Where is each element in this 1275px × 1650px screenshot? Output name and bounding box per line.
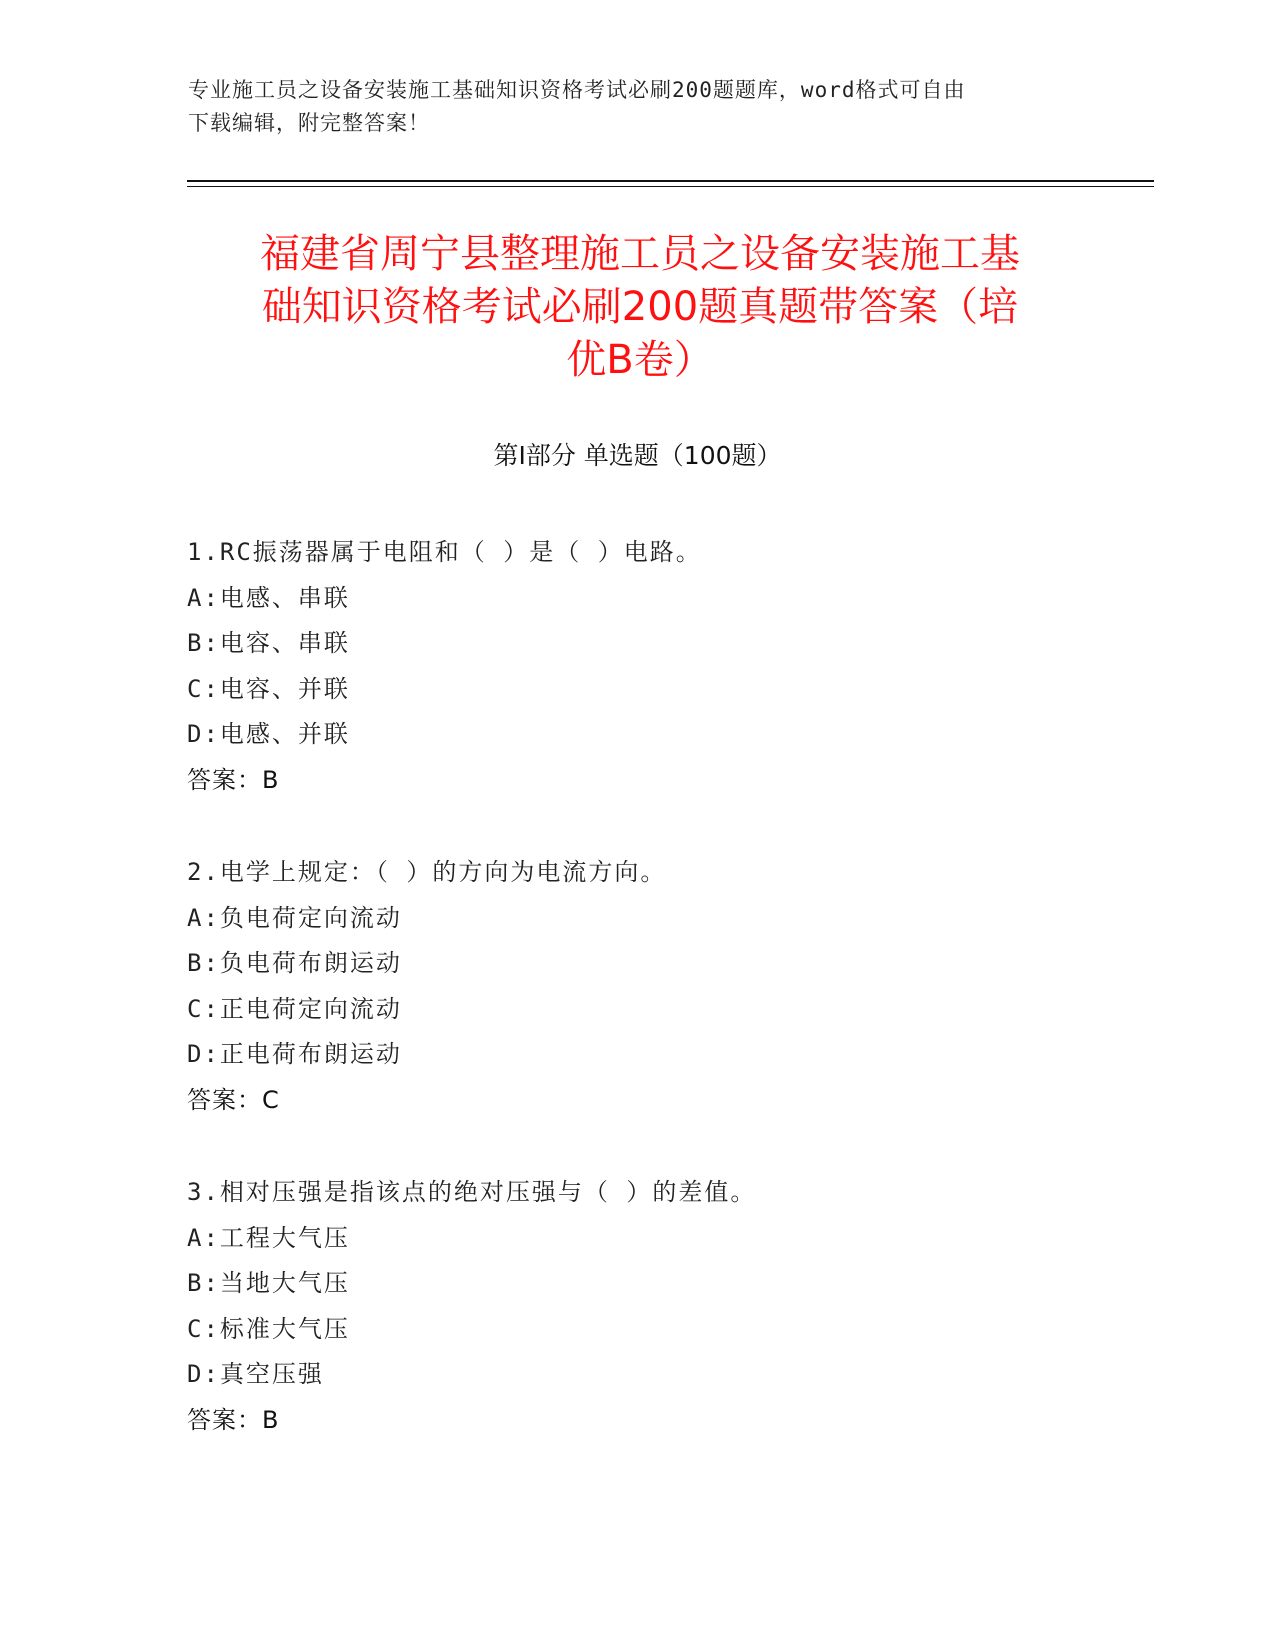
question-item — [187, 850, 1147, 1123]
header-divider-thick — [187, 180, 1154, 182]
question-item — [187, 530, 1147, 803]
option-c: C:标准大气压 — [187, 1314, 350, 1343]
question-list — [187, 530, 1147, 1490]
header-note-line-1: 专业施工员之设备安装施工基础知识资格考试必刷200题题库，word格式可自由 — [188, 78, 966, 102]
option-d: D:真空压强 — [187, 1360, 324, 1388]
answer-line: 答案：B — [187, 765, 280, 794]
document-title-line-2: 础知识资格考试必刷200题真题带答案（培 — [261, 284, 1019, 330]
option-a: A:工程大气压 — [187, 1223, 350, 1252]
option-a: A:电感、串联 — [187, 583, 350, 612]
option-b: B:负电荷布朗运动 — [187, 949, 402, 977]
header-divider-thin — [187, 186, 1154, 187]
document-title — [190, 228, 1090, 387]
question-stem: 3.相对压强是指该点的绝对压强与（ ）的差值。 — [187, 1178, 757, 1206]
option-c: C:电容、并联 — [187, 674, 350, 703]
question-stem: 2.电学上规定：（ ）的方向为电流方向。 — [187, 858, 667, 886]
answer-line: 答案：C — [187, 1085, 280, 1114]
question-item — [187, 1170, 1147, 1443]
header-note-line-2: 下载编辑，附完整答案！ — [188, 111, 430, 135]
header-note — [188, 74, 1088, 140]
option-b: B:当地大气压 — [187, 1269, 350, 1297]
option-a: A:负电荷定向流动 — [187, 903, 402, 932]
option-b: B:电容、串联 — [187, 629, 350, 657]
section-heading: 第Ⅰ部分 单选题（100题） — [493, 441, 782, 470]
document-title-line-3: 优B卷） — [566, 337, 714, 383]
option-d: D:电感、并联 — [187, 720, 350, 748]
option-c: C:正电荷定向流动 — [187, 994, 402, 1023]
document-title-line-1: 福建省周宁县整理施工员之设备安装施工基 — [260, 231, 1020, 277]
question-stem: 1.RC振荡器属于电阻和（ ）是（ ）电路。 — [187, 538, 702, 566]
option-d: D:正电荷布朗运动 — [187, 1040, 402, 1068]
answer-line: 答案：B — [187, 1405, 280, 1434]
